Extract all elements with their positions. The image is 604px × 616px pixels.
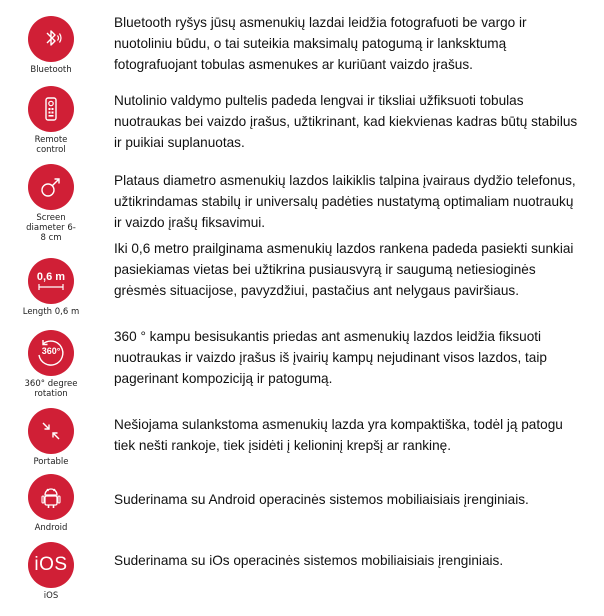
feature-description: Plataus diametro asmenukių lazdos laikiklis talpina įvairaus dydžio telefonus, užtikrindamas stabilų ir universalų padėties nustatymą optimaliam nuotraukų ir vaizdo įrašų fiksavimui. xyxy=(114,173,576,230)
feature-description: Bluetooth ryšys jūsų asmenukių lazdai leidžia fotografuoti be vargo ir nuotoliniu būdu, o tai suteikia maksimalų patogumą ir lanksktumą fotografuojant tobulas asmenukes ar kuriūant vaizdo įrašus. xyxy=(114,15,527,72)
android-icon xyxy=(28,474,74,520)
feature-description: Suderinama su iOs operacinės sistemos mobiliaisiais įrenginiais. xyxy=(114,553,504,568)
feature-description: Iki 0,6 metro prailginama asmenukių lazdos rankena padeda pasiekti sunkiai pasiekiamas vietas bei užtikrina pusiausvyrą ir saugumą netiesioginės grėsmės situacijose, pavyzdžiui, pastačius ant nelygaus paviršiaus. xyxy=(114,241,574,298)
feature-caption: Bluetooth xyxy=(30,65,72,75)
feature-description: Nutolinio valdymo pultelis padeda lengvai ir tiksliai užfiksuoti tobulas nuotraukas bei vaizdo įrašus, užtikrinant, kad kiekvienas kadras būtų stabilus ir puikiai suplanuotas. xyxy=(114,93,578,150)
rotation-360-icon xyxy=(28,330,74,376)
feature-icon-column xyxy=(18,164,84,243)
ios-icon xyxy=(28,542,74,588)
feature-icon-column xyxy=(18,408,84,467)
feature-description: Nešiojama sulankstoma asmenukių lazda yra kompaktiška, todėl ją patogu tiek nešti rankoje, tiek įsidėti į kelioninį krepšį ar rankinę. xyxy=(114,417,563,453)
ios-icon-label: iOS xyxy=(34,554,68,575)
feature-caption: Android xyxy=(34,523,68,533)
feature-description: Suderinama su Android operacinės sistemos mobiliaisiais įrenginiais. xyxy=(114,492,529,507)
feature-icon-column xyxy=(18,16,84,75)
portable-icon xyxy=(28,408,74,454)
feature-caption: Length 0,6 m xyxy=(22,307,80,317)
feature-caption: iOS xyxy=(43,591,59,601)
length-icon-label: 0,6 m xyxy=(36,271,66,283)
feature-caption: Screen diameter 6-8 cm xyxy=(26,213,76,243)
feature-icon-column xyxy=(18,330,84,399)
feature-icon-column xyxy=(18,542,84,601)
rotation-icon-label: 360° xyxy=(41,346,61,356)
length-icon xyxy=(28,258,74,304)
feature-caption: Remote control xyxy=(34,135,68,155)
feature-description: 360 ° kampu besisukantis priedas ant asmenukių lazdos leidžia fiksuoti nuotraukas ir vaizdo įrašus iš įvairių kampų nejudinant visos lazdos, taip pagerinant kompoziciją ir patogumą. xyxy=(114,329,547,386)
bluetooth-icon xyxy=(28,16,74,62)
feature-icon-column xyxy=(18,474,84,533)
screen-diameter-icon xyxy=(28,164,74,210)
feature-caption: 360° degree rotation xyxy=(24,379,78,399)
feature-caption: Portable xyxy=(33,457,69,467)
remote-control-icon xyxy=(28,86,74,132)
feature-icon-column xyxy=(18,86,84,155)
feature-icon-column xyxy=(18,258,84,317)
